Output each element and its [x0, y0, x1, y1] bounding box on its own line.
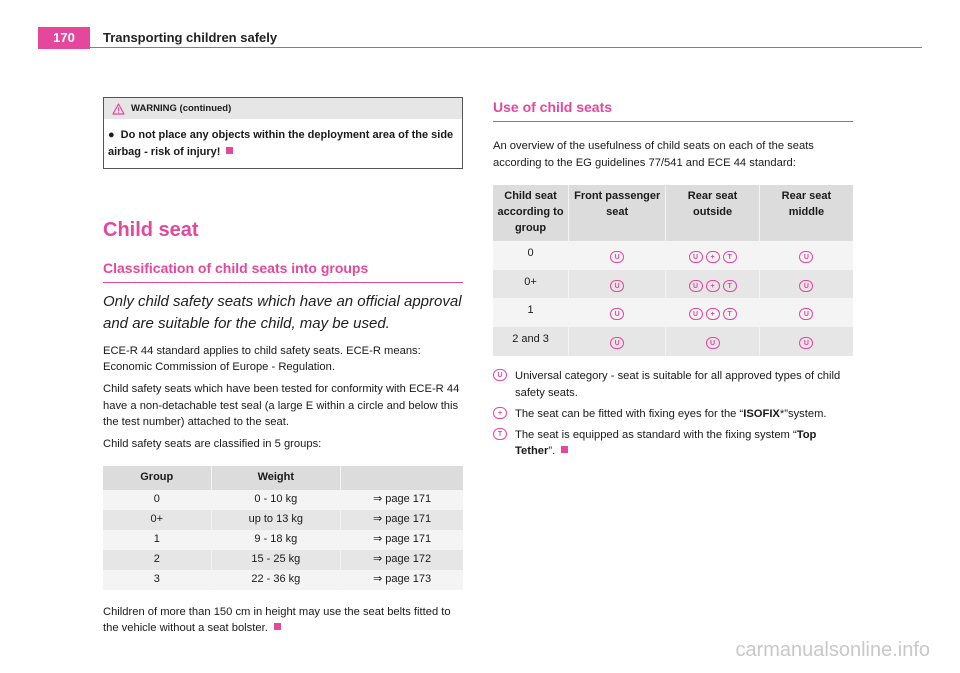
weight-cell: 0 - 10 kg [211, 490, 341, 510]
table-row [103, 570, 463, 590]
legend-item-universal [493, 368, 853, 400]
warning-triangle-icon [112, 103, 125, 115]
universal-symbol-icon: U [799, 280, 813, 292]
table-row [493, 241, 853, 270]
legend-item-isofix [493, 406, 853, 422]
page-reference-link[interactable]: ⇒ page 171 [341, 530, 463, 550]
table-row [493, 270, 853, 299]
seat-category-cell-front [569, 241, 666, 270]
seat-category-cell-rear-middle [759, 241, 853, 270]
child-seat-group-cell: 2 and 3 [493, 327, 569, 356]
seat-usage-header [493, 185, 853, 241]
table-row [103, 550, 463, 570]
seat-category-cell-rear-outside [666, 327, 760, 356]
top-tether-symbol-icon: T [723, 308, 737, 320]
closing-text: Children of more than 150 cm in height may use the seat belts fitted to the vehicle without a seat bolster. [103, 605, 451, 635]
legend [493, 368, 853, 459]
group-cell: 1 [103, 530, 211, 550]
seat-category-cell-rear-outside [666, 298, 760, 327]
seat-category-cell-front [569, 327, 666, 356]
end-marker-icon [274, 623, 281, 630]
running-title: Transporting children safely [103, 30, 278, 45]
legend-text-universal: Universal category - seat is suitable for all approved types of child safety seats. [515, 370, 841, 399]
group-cell: 2 [103, 550, 211, 570]
universal-symbol-icon: U [706, 337, 720, 349]
paragraph-seat-belts [103, 604, 463, 636]
weight-cell: 15 - 25 kg [211, 550, 341, 570]
universal-symbol-icon: U [689, 280, 703, 292]
category-badges [689, 308, 737, 320]
paragraph-test-seal: Child safety seats which have been tested for conformity with ECE-R 44 have a non-detachable test seal (a large E within a circle and below this the test number) attached to the seat. [103, 383, 460, 428]
top-tether-symbol-icon: T [723, 251, 737, 263]
legend-text-isofix [515, 406, 827, 422]
universal-symbol-icon: U [689, 251, 703, 263]
paragraph-groups: Child safety seats are classified in 5 groups: [103, 438, 322, 451]
legend-tether-brand: Top Tether [515, 429, 817, 458]
column-header-front-passenger: Front passenger seat [569, 185, 666, 241]
warning-heading [104, 98, 462, 119]
paragraph-ece: ECE-R 44 standard applies to child safety seats. ECE-R means: Economic Commission of Europe - Regulation. [103, 344, 421, 374]
child-seat-group-cell: 0+ [493, 270, 569, 299]
column-header-group: Group [103, 466, 211, 490]
end-marker-icon [561, 446, 568, 453]
isofix-symbol-icon: + [706, 251, 720, 263]
page-reference-link[interactable]: ⇒ page 171 [341, 510, 463, 530]
warning-text: Do not place any objects within the deployment area of the side airbag - risk of injury! [108, 129, 454, 159]
end-marker-icon [226, 147, 233, 154]
page-header [0, 27, 960, 49]
seat-usage-table [493, 185, 853, 357]
seat-category-cell-rear-outside [666, 241, 760, 270]
warning-box [103, 97, 463, 169]
watermark: carmanualsonline.info [735, 639, 930, 661]
legend-item-top-tether [493, 427, 853, 459]
group-cell: 0+ [103, 510, 211, 530]
category-badges [610, 251, 624, 263]
use-intro: An overview of the usefulness of child seats on each of the seats according to the EG guidelines 77/541 and ECE 44 standard: [493, 140, 814, 169]
warning-heading-text: WARNING (continued) [131, 102, 232, 114]
universal-symbol-icon: U [493, 369, 507, 381]
legend-isofix-before: The seat can be fitted with fixing eyes for the “ [515, 407, 744, 420]
page-number: 170 [38, 27, 90, 49]
header-rule [90, 47, 922, 48]
seat-category-cell-front [569, 298, 666, 327]
group-cell: 3 [103, 570, 211, 590]
universal-symbol-icon: U [799, 337, 813, 349]
page-reference-link[interactable]: ⇒ page 173 [341, 570, 463, 590]
table-row [103, 510, 463, 530]
category-badges [610, 308, 624, 320]
category-badges [610, 280, 624, 292]
universal-symbol-icon: U [689, 308, 703, 320]
table-row [493, 327, 853, 356]
section-heading-classification: Classification of child seats into groups [103, 258, 463, 283]
legend-text-top-tether [515, 427, 853, 459]
isofix-symbol-icon: + [706, 308, 720, 320]
page-reference-link[interactable]: ⇒ page 172 [341, 550, 463, 570]
column-header-weight: Weight [211, 466, 341, 490]
weight-cell: 22 - 36 kg [211, 570, 341, 590]
chapter-title: Child seat [103, 219, 199, 242]
column-header-reference [341, 466, 463, 490]
column-header-child-seat-group: Child seat according to group [493, 185, 569, 241]
category-badges [799, 308, 813, 320]
right-column [493, 97, 853, 465]
universal-symbol-icon: U [799, 308, 813, 320]
left-column [103, 97, 463, 636]
child-seat-group-cell: 0 [493, 241, 569, 270]
column-header-rear-middle: Rear seat middle [759, 185, 853, 241]
seat-category-cell-front [569, 270, 666, 299]
universal-symbol-icon: U [610, 251, 624, 263]
top-tether-symbol-icon: T [493, 428, 507, 440]
warning-body [104, 119, 462, 168]
universal-symbol-icon: U [610, 280, 624, 292]
universal-symbol-icon: U [610, 337, 624, 349]
category-badges [706, 337, 720, 349]
category-badges [799, 280, 813, 292]
seat-category-cell-rear-outside [666, 270, 760, 299]
legend-tether-before: The seat is equipped as standard with the fixing system “ [515, 429, 797, 442]
legend-isofix-after: *”system. [779, 407, 827, 420]
legend-isofix-brand: ISOFIX [743, 407, 780, 420]
group-cell: 0 [103, 490, 211, 510]
section-heading-use: Use of child seats [493, 97, 853, 122]
table-row [103, 490, 463, 510]
isofix-symbol-icon: + [706, 280, 720, 292]
seat-category-cell-rear-middle [759, 327, 853, 356]
seat-category-cell-rear-middle [759, 298, 853, 327]
groups-table [103, 466, 463, 590]
legend-tether-after: ”. [548, 445, 556, 458]
column-header-rear-outside: Rear seat outside [666, 185, 760, 241]
category-badges [799, 337, 813, 349]
category-badges [799, 251, 813, 263]
seat-category-cell-rear-middle [759, 270, 853, 299]
table-row [103, 530, 463, 550]
universal-symbol-icon: U [799, 251, 813, 263]
weight-cell: up to 13 kg [211, 510, 341, 530]
category-badges [610, 337, 624, 349]
page-reference-link[interactable]: ⇒ page 171 [341, 490, 463, 510]
top-tether-symbol-icon: T [723, 280, 737, 292]
groups-table-header [103, 466, 463, 490]
category-badges [689, 280, 737, 292]
category-badges [689, 251, 737, 263]
universal-symbol-icon: U [610, 308, 624, 320]
weight-cell: 9 - 18 kg [211, 530, 341, 550]
classification-intro: Only child safety seats which have an official approval and are suitable for the child, may be used. [103, 293, 462, 333]
warning-bullet: ● [108, 129, 115, 141]
child-seat-group-cell: 1 [493, 298, 569, 327]
table-row [493, 298, 853, 327]
isofix-symbol-icon: + [493, 407, 507, 419]
